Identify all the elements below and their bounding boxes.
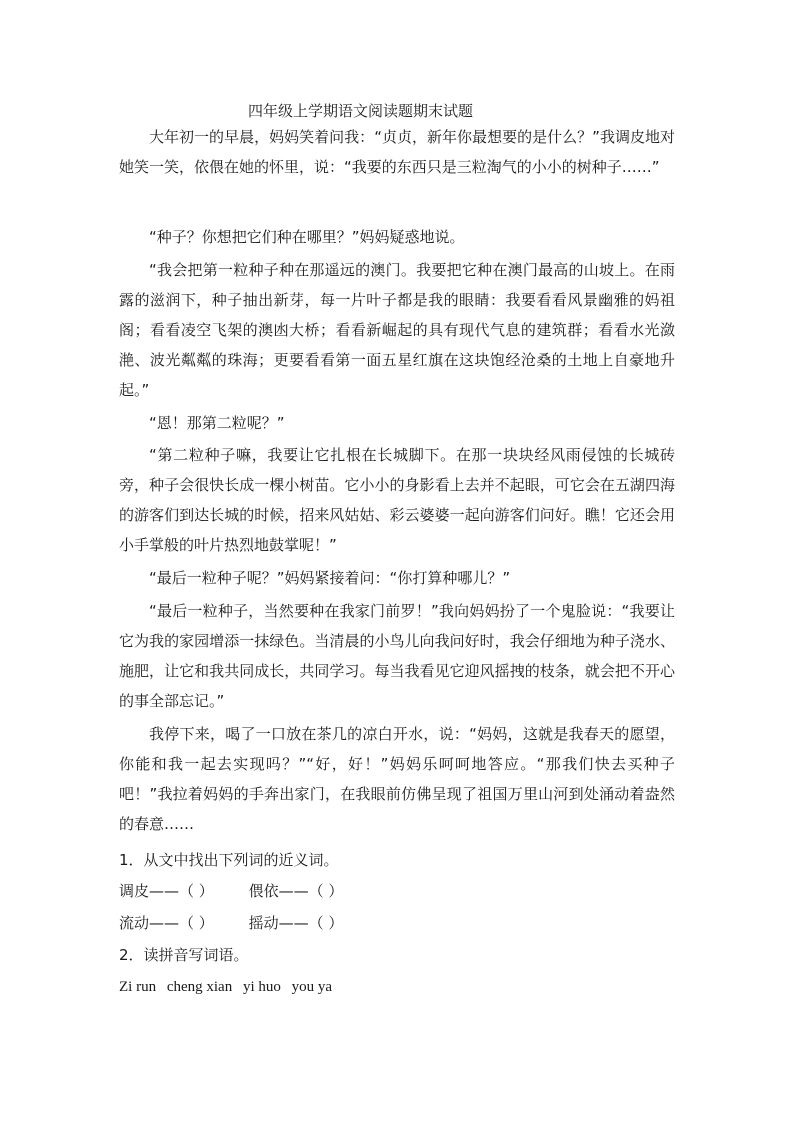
- passage-paragraph-7: “最后一粒种子，当然要种在我家门前罗！”我向妈妈扮了一个鬼脸说：“我要让它为我的家园增添一抹绿色。当清晨的小鸟儿向我问好时，我会仔细地为种子浇水、施肥，让它和我共同成长，共同学习。每当我看见它迎风摇拽的枝条，就会把不开心的事全部忘记。”: [119, 602, 675, 710]
- synonym-row: [119, 880, 343, 902]
- synonym-item: 偎依——（ ）: [248, 882, 344, 900]
- question-2-prompt: 2．读拼音写词语。: [119, 946, 249, 964]
- pinyin-word: you ya: [291, 979, 333, 995]
- synonym-item: 摇动——（ ）: [248, 914, 344, 932]
- passage-paragraph-1: 大年初一的早晨，妈妈笑着问我：“贞贞，新年你最想要的是什么？”我调皮地对她笑一笑，依偎在她的怀里，说：“我要的东西只是三粒淘气的小小的树种子……”: [119, 128, 675, 176]
- passage-paragraph-5: “第二粒种子嘛，我要让它扎根在长城脚下。在那一块块经风雨侵蚀的长城砖旁，种子会很快长成一棵小树苗。它小小的身影看上去并不起眼，可它会在五湖四海的游客们到达长城的时候，招来风姑姑、彩云婆婆一起向游客们问好。瞧！它还会用小手掌般的叶片热烈地鼓掌呢！”: [119, 446, 675, 554]
- passage-paragraph-6: “最后一粒种子呢？”妈妈紧接着问：“你打算种哪儿？”: [149, 569, 511, 587]
- synonym-item: 流动——（ ）: [119, 914, 214, 932]
- pinyin-list: [119, 976, 339, 998]
- pinyin-word: cheng xian: [166, 979, 233, 995]
- passage-paragraph-4: “恩！那第二粒呢？”: [149, 414, 285, 432]
- pinyin-word: Zi run: [119, 979, 157, 995]
- synonym-item: 调皮——（ ）: [119, 882, 214, 900]
- passage-paragraph-8: 我停下来，喝了一口放在茶几的凉白开水，说：“妈妈，这就是我春天的愿望，你能和我一起去实现吗？”“好，好！”妈妈乐呵呵地答应。“那我们快去买种子吧！”我拉着妈妈的手奔出家门，在我眼前仿佛呈现了祖国万里山河到处涌动着盎然的春意……: [119, 725, 675, 833]
- synonym-row: [119, 912, 343, 934]
- question-1-prompt: 1．从文中找出下列词的近义词。: [119, 851, 339, 869]
- pinyin-word: yi huo: [242, 979, 281, 995]
- passage-paragraph-3: “我会把第一粒种子种在那遥远的澳门。我要把它种在澳门最高的山坡上。在雨露的滋润下，种子抽出新芽，每一片叶子都是我的眼睛：我要看看风景幽雅的妈祖阁；看看凌空飞架的澳凼大桥；看看新崛起的具有现代气息的建筑群；看看水光潋滟、波光粼粼的珠海；更要看看第一面五星红旗在这块饱经沧桑的土地上自豪地升起。”: [119, 261, 675, 399]
- document-title: 四年级上学期语文阅读题期末试题: [248, 102, 474, 120]
- passage-paragraph-2: “种子？你想把它们种在哪里？”妈妈疑惑地说。: [149, 228, 465, 246]
